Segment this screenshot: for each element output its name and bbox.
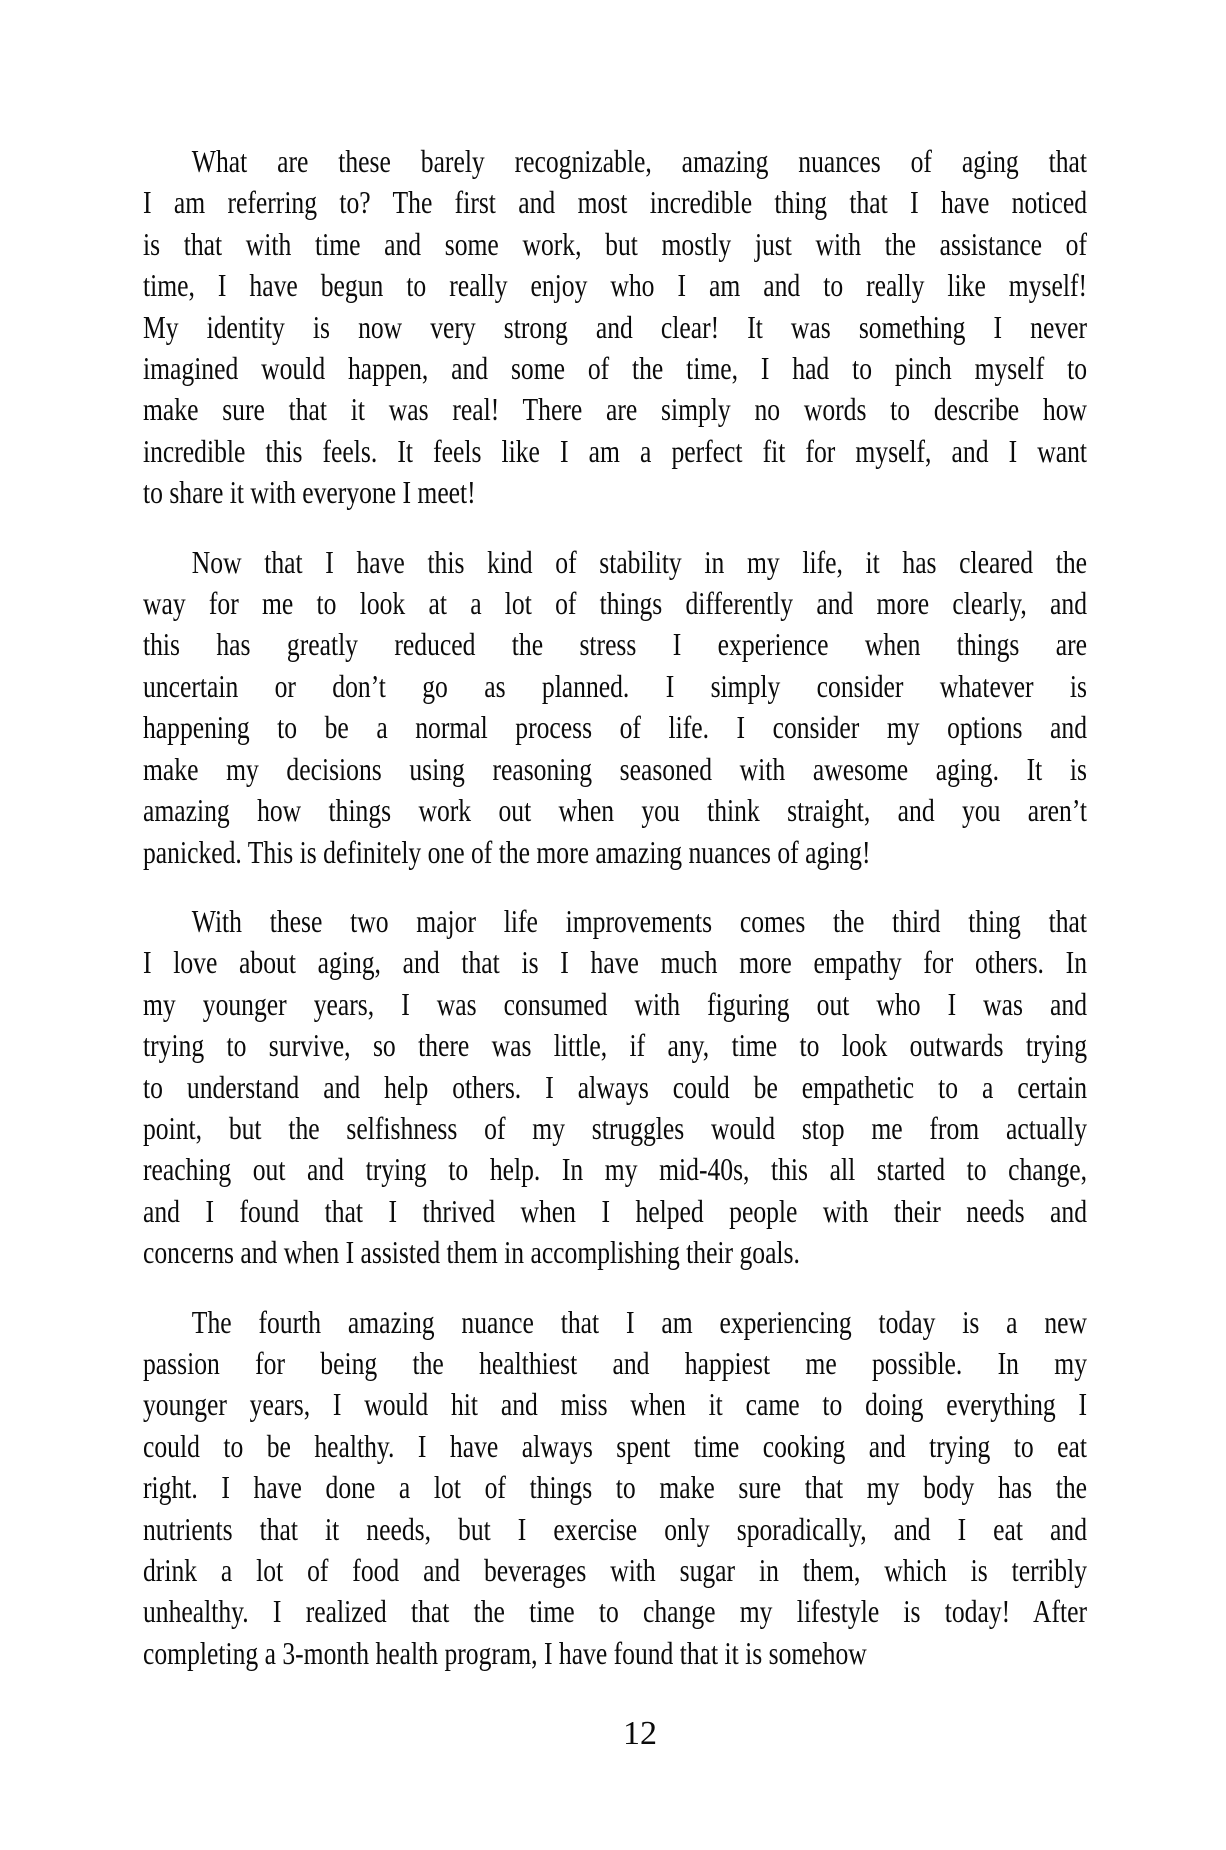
- text-line: way for me to look at a lot of things differently and more clearly, and: [143, 585, 1087, 622]
- text-line: passion for being the healthiest and happiest me possible. In my: [143, 1344, 1087, 1381]
- text-line: panicked. This is definitely one of the more amazing nuances of aging!: [143, 833, 871, 870]
- text-line: uncertain or don’t go as planned. I simply consider whatever is: [143, 667, 1087, 704]
- text-line: imagined would happen, and some of the time, I had to pinch myself to: [143, 350, 1087, 387]
- text-line: unhealthy. I realized that the time to change my lifestyle is today! After: [143, 1593, 1087, 1630]
- text-line: right. I have done a lot of things to make sure that my body has the: [143, 1469, 1087, 1506]
- text-line: The fourth amazing nuance that I am experiencing today is a new: [191, 1303, 1088, 1340]
- paragraph: [143, 901, 1087, 1274]
- paragraph: [143, 1302, 1087, 1675]
- text-line: trying to survive, so there was little, if any, time to look outwards trying: [143, 1027, 1087, 1064]
- text-line: make sure that it was real! There are simply no words to describe how: [143, 391, 1087, 428]
- text-line: reaching out and trying to help. In my mid-40s, this all started to change,: [143, 1151, 1087, 1188]
- text-line: is that with time and some work, but mostly just with the assistance of: [143, 225, 1087, 262]
- text-line: What are these barely recognizable, amazing nuances of aging that: [191, 143, 1088, 179]
- text-line: my younger years, I was consumed with figuring out who I was and: [143, 985, 1087, 1022]
- paragraph: [143, 542, 1087, 873]
- text-line: could to be healthy. I have always spent time cooking and trying to eat: [143, 1427, 1087, 1464]
- text-line: this has greatly reduced the stress I experience when things are: [143, 626, 1087, 663]
- text-line: younger years, I would hit and miss when it came to doing everything I: [143, 1386, 1087, 1423]
- text-line: With these two major life improvements comes the third thing that: [191, 902, 1088, 939]
- text-line: completing a 3-month health program, I have found that it is somehow: [143, 1634, 867, 1671]
- text-line: happening to be a normal process of life. I consider my options and: [143, 709, 1087, 746]
- text-line: incredible this feels. It feels like I am a perfect fit for myself, and I want: [143, 432, 1087, 469]
- text-line: nutrients that it needs, but I exercise only sporadically, and I eat and: [143, 1510, 1087, 1547]
- page-number: 12: [623, 1715, 657, 1752]
- text-line: and I found that I thrived when I helped people with their needs and: [143, 1192, 1087, 1229]
- text-line: to understand and help others. I always could be empathetic to a certain: [143, 1068, 1087, 1105]
- text-line: I am referring to? The first and most incredible thing that I have noticed: [143, 184, 1087, 221]
- body-text: [143, 141, 1087, 1702]
- text-line: make my decisions using reasoning seasoned with awesome aging. It is: [143, 750, 1087, 787]
- paragraph: [143, 141, 1087, 514]
- text-line: I love about aging, and that is I have much more empathy for others. In: [143, 944, 1087, 981]
- text-line: Now that I have this kind of stability in my life, it has cleared the: [191, 543, 1088, 580]
- text-line: concerns and when I assisted them in accomplishing their goals.: [143, 1234, 800, 1271]
- text-line: My identity is now very strong and clear! It was something I never: [143, 308, 1087, 345]
- text-line: point, but the selfishness of my struggles would stop me from actually: [143, 1109, 1087, 1146]
- text-line: amazing how things work out when you think straight, and you aren’t: [143, 792, 1087, 829]
- text-line: drink a lot of food and beverages with sugar in them, which is terribly: [143, 1552, 1087, 1588]
- text-line: to share it with everyone I meet!: [143, 474, 476, 511]
- text-line: time, I have begun to really enjoy who I am and to really like myself!: [143, 267, 1087, 304]
